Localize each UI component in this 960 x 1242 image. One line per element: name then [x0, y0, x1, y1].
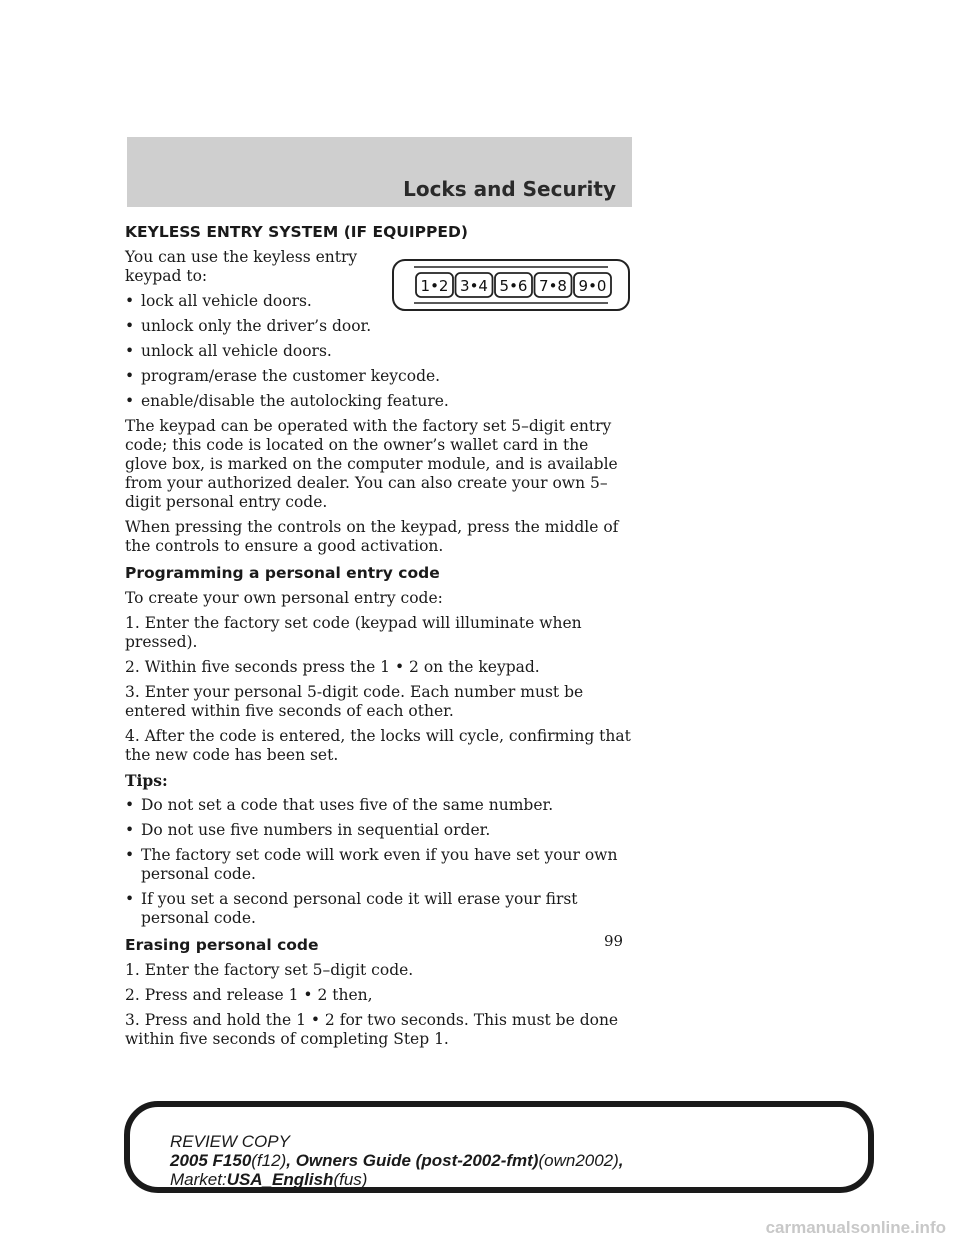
bullet-icon: •: [125, 367, 135, 385]
list-item: • program/erase the customer keycode.: [125, 367, 441, 385]
programming-step: 3. Enter your personal 5-digit code. Each number must be entered within five seconds of each other.: [125, 683, 584, 720]
bullet-icon: •: [125, 317, 135, 335]
programming-intro: To create your own personal entry code:: [125, 589, 443, 607]
document-id-line: 2005 F150(f12), Owners Guide (post-2002-fmt)(own2002),: [170, 1151, 624, 1170]
list-item: • enable/disable the autolocking feature.: [125, 392, 449, 410]
factory-code-paragraph: The keypad can be operated with the factory set 5–digit entry code; this code is located on the owner’s wallet card in the glove box, is marked on the computer module, and is available from your authorized dealer. You can also create your own 5–digit personal entry code.: [125, 417, 618, 511]
list-item: • Do not use five numbers in sequential order.: [125, 821, 491, 839]
erasing-step: 3. Press and hold the 1 • 2 for two seconds. This must be done within five seconds of completing Step 1.: [125, 1011, 619, 1048]
page-content: [125, 223, 635, 1055]
review-copy-box: [124, 1101, 874, 1193]
list-item: • The factory set code will work even if you have set your own personal code.: [125, 846, 618, 883]
keypad-button-label: 3•4: [460, 277, 488, 295]
market-line: Market:USA_English(fus): [170, 1170, 368, 1189]
list-item: • If you set a second personal code it will erase your first personal code.: [125, 890, 578, 927]
bullet-icon: •: [125, 342, 135, 360]
bullet-icon: •: [125, 392, 135, 410]
list-item: • lock all vehicle doors.: [125, 292, 312, 310]
tips-label: Tips:: [125, 771, 168, 790]
programming-step: 2. Within five seconds press the 1 • 2 on the keypad.: [125, 658, 540, 676]
keypad-button-label: 5•6: [499, 277, 528, 295]
bullet-icon: •: [125, 890, 135, 908]
keypad-button-label: 1•2: [420, 277, 449, 295]
bullet-icon: •: [125, 796, 135, 814]
page-number: 99: [604, 932, 624, 950]
programming-step: 1. Enter the factory set code (keypad will illuminate when pressed).: [125, 614, 582, 651]
erasing-heading: Erasing personal code: [125, 936, 319, 954]
bullet-icon: •: [125, 292, 135, 310]
keypad-button-label: 9•0: [578, 277, 607, 295]
bullet-icon: •: [125, 846, 135, 864]
programming-heading: Programming a personal entry code: [125, 564, 440, 582]
press-middle-paragraph: When pressing the controls on the keypad, press the middle of the controls to ensure a good activation.: [125, 518, 619, 555]
list-item: • Do not set a code that uses five of the same number.: [125, 796, 554, 814]
erasing-step: 2. Press and release 1 • 2 then,: [125, 986, 373, 1004]
list-item: • unlock all vehicle doors.: [125, 342, 332, 360]
review-copy-text: [170, 1132, 624, 1189]
keypad-button-label: 7•8: [539, 277, 567, 295]
keyless-entry-heading: KEYLESS ENTRY SYSTEM (IF EQUIPPED): [125, 223, 468, 241]
list-item: • unlock only the driver’s door.: [125, 317, 372, 335]
programming-step: 4. After the code is entered, the locks will cycle, confirming that the new code has been set.: [125, 727, 631, 764]
section-header-band: [127, 137, 632, 207]
keyless-intro: You can use the keyless entry keypad to:: [125, 248, 358, 285]
watermark: carmanualsonline.info: [765, 1218, 946, 1237]
section-title: Locks and Security: [403, 177, 616, 201]
erasing-step: 1. Enter the factory set 5–digit code.: [125, 961, 414, 979]
review-copy-label: REVIEW COPY: [170, 1132, 290, 1151]
bullet-icon: •: [125, 821, 135, 839]
